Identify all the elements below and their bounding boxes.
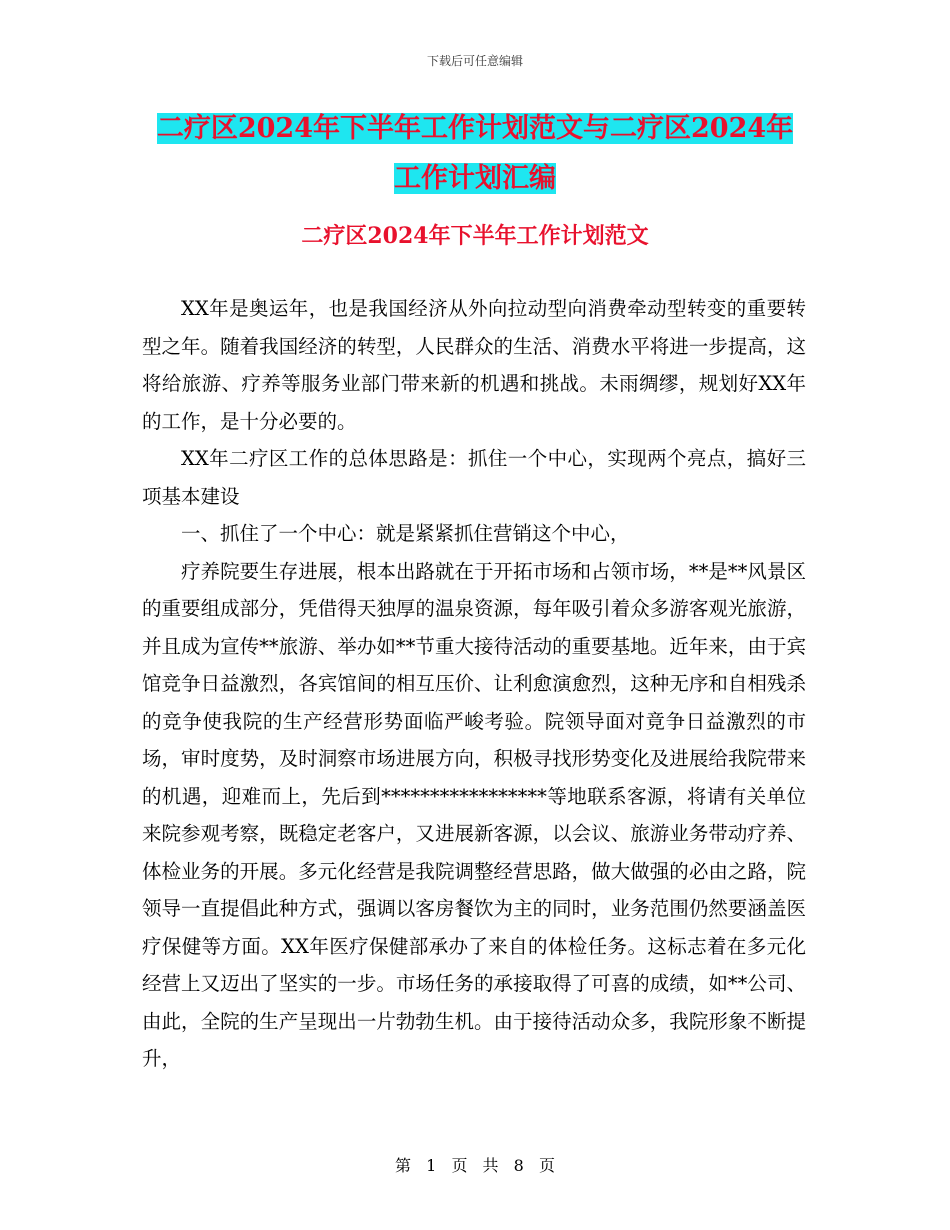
footer-page-total: 8 <box>513 1156 524 1175</box>
page-footer <box>0 1155 950 1177</box>
body-paragraph: XX年二疗区工作的总体思路是：抓住一个中心，实现两个亮点，搞好三项基本建设 <box>142 447 806 508</box>
body-paragraph: 疗养院要生存进展，根本出路就在于开拓市场和占领市场，**是**风景区的重要组成部分，凭借得天独厚的温泉资源，每年吸引着众多游客观光旅游，并且成为宣传**旅游、举办如**节重大接待活动的重要基地。近年来，由于宾馆竞争日益激烈，各宾馆间的相互压价、让利愈演愈烈，这种无序和自相残杀的竞争使我院的生产经营形势面临严峻考验。院领导面对竟争日益激烈的市场，审时度势，及时洞察市场进展方向，积极寻找形势变化及进展给我院带来的机遇，迎难而上，先后到*****************等地联系客源，将请有关单位来院参观考察，既稳定老客户，又进展新客源，以会议、旅游业务带动疗养、体检业务的开展。多元化经营是我院调整经营思路，做大做强的必由之路，院领导一直提倡此种方式，强调以客房餐饮为主的同时，业务范围仍然要涵盖医疗保健等方面。XX年医疗保健部承办了来自的体检任务。这标志着在多元化经营上又迈出了坚实的一步。市场任务的承接取得了可喜的成绩，如**公司、由此，全院的生产呈现出一片勃勃生机。由于接待活动众多，我院形象不断提升， <box>142 559 806 1070</box>
main-title-line-1: 二疗区2024年下半年工作计划范文与二疗区2024年 <box>156 113 794 144</box>
footer-ye: 页 <box>451 1156 468 1175</box>
footer-di: 第 <box>395 1156 412 1175</box>
footer-page-current: 1 <box>426 1156 437 1175</box>
body-paragraph: 一、抓住了一个中心：就是紧紧抓住营销这个中心， <box>181 522 630 545</box>
footer-ye-2: 页 <box>538 1156 555 1175</box>
section-title: 二疗区2024年下半年工作计划范文 <box>301 223 649 249</box>
document-body <box>142 290 806 1078</box>
body-paragraph: XX年是奥运年，也是我国经济从外向拉动型向消费牵动型转变的重要转型之年。随着我国经济的转型，人民群众的生活、消费水平将进一步提高，这将给旅游、疗养等服务业部门带来新的机遇和挑战。未雨绸缪，规划好XX年的工作，是十分必要的。 <box>142 297 806 433</box>
document-main-title <box>150 104 800 204</box>
main-title-line-2: 工作计划汇编 <box>394 163 556 194</box>
footer-gong: 共 <box>482 1156 499 1175</box>
page-header-note: 下载后可任意编辑 <box>426 54 523 68</box>
